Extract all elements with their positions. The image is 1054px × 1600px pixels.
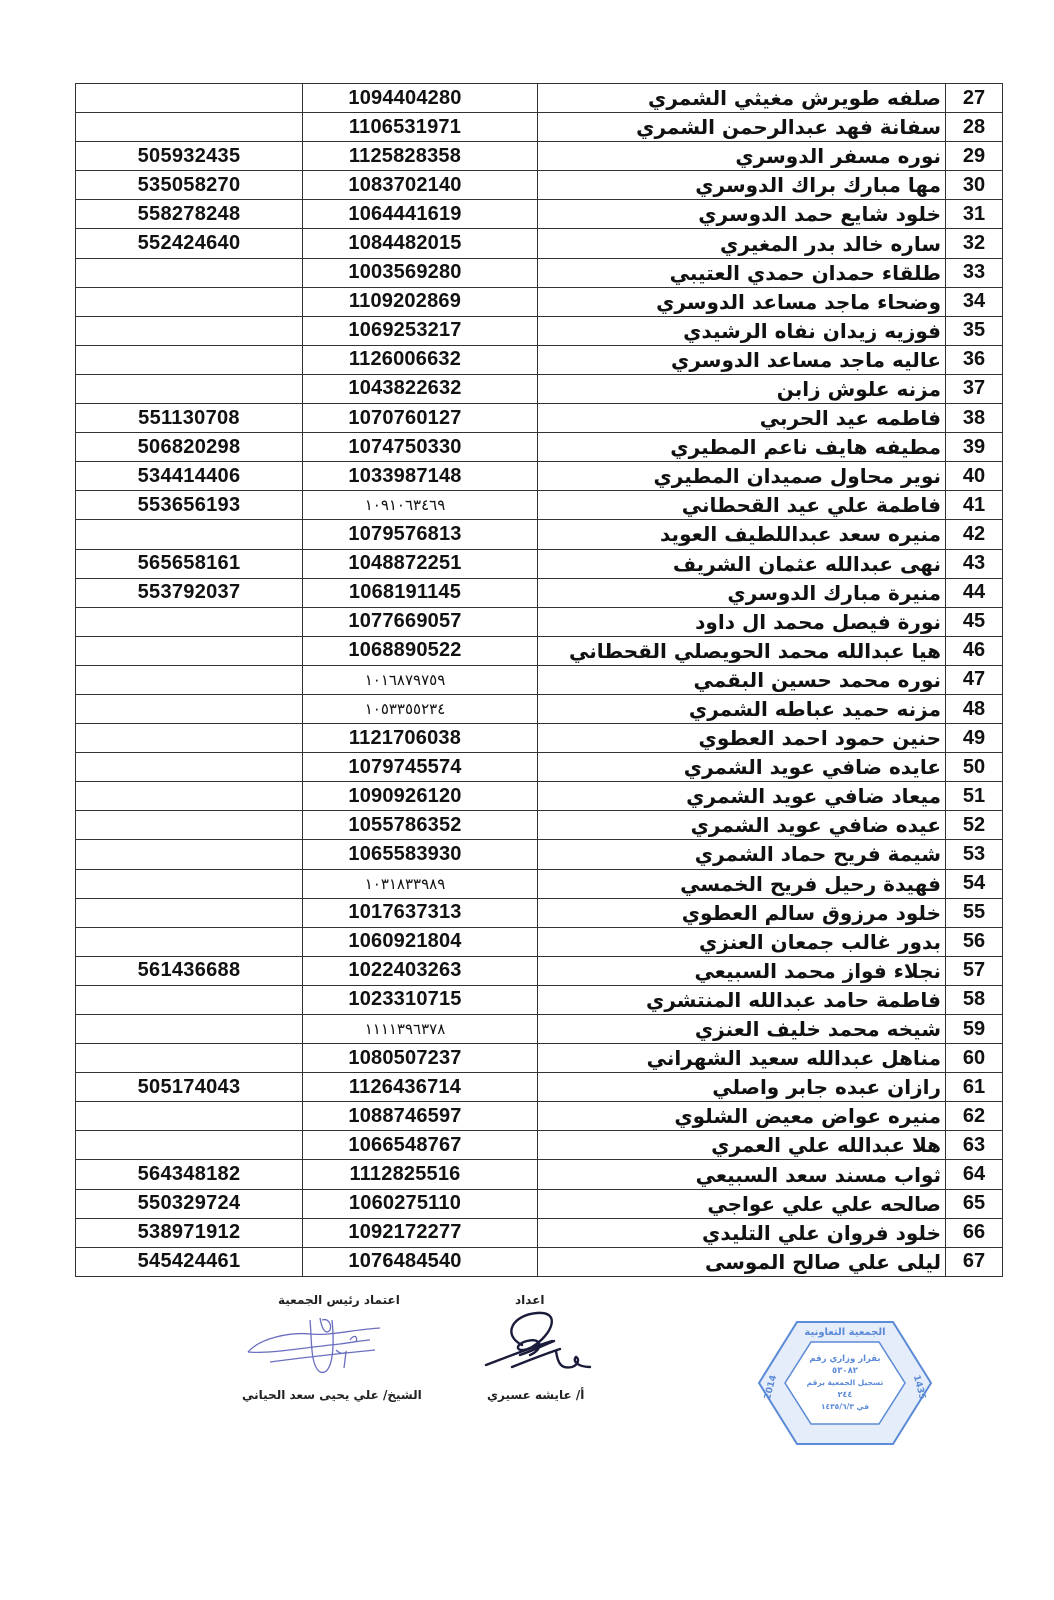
name-cell: صالحه علي علي عواجي [538, 1189, 946, 1218]
mobile-cell [76, 316, 303, 345]
mobile-cell: 564348182 [76, 1160, 303, 1189]
name-cell: بدور غالب جمعان العنزي [538, 927, 946, 956]
id-number-cell: 1003569280 [303, 258, 538, 287]
mobile-cell: 553792037 [76, 578, 303, 607]
row-number-cell: 30 [946, 171, 1003, 200]
name-cell: نوره محمد حسين البقمي [538, 665, 946, 694]
name-cell: منيره سعد عبداللطيف العويد [538, 520, 946, 549]
table-row [76, 607, 1003, 636]
name-cell: مزنه حميد عباطه الشمري [538, 694, 946, 723]
id-number-cell: 1023310715 [303, 985, 538, 1014]
prepared-title: اعداد [515, 1293, 545, 1307]
table-row [76, 316, 1003, 345]
table-row [76, 84, 1003, 113]
mobile-cell: 538971912 [76, 1218, 303, 1247]
table-row [76, 811, 1003, 840]
table-row [76, 345, 1003, 374]
stamp-year-right: 1435 [910, 1374, 928, 1401]
table-row [76, 694, 1003, 723]
mobile-cell [76, 782, 303, 811]
id-number-cell: 1074750330 [303, 433, 538, 462]
name-cell: منيرة مبارك الدوسري [538, 578, 946, 607]
id-number-cell: 1069253217 [303, 316, 538, 345]
name-cell: عاليه ماجد مساعد الدوسري [538, 345, 946, 374]
table-row [76, 404, 1003, 433]
table-row [76, 1131, 1003, 1160]
name-cell: مطيفه هايف ناعم المطيري [538, 433, 946, 462]
name-cell: شيخه محمد خليف العنزي [538, 1015, 946, 1044]
table-row [76, 1160, 1003, 1189]
id-number-cell: 1033987148 [303, 462, 538, 491]
row-number-cell: 42 [946, 520, 1003, 549]
mobile-cell: 550329724 [76, 1189, 303, 1218]
stamp-line-4: ٢٤٤ [837, 1390, 853, 1399]
mobile-cell [76, 753, 303, 782]
prepared-signer-name: أ/ عايشه عسيري [487, 1388, 585, 1402]
row-number-cell: 57 [946, 956, 1003, 985]
row-number-cell: 27 [946, 84, 1003, 113]
row-number-cell: 28 [946, 113, 1003, 142]
table-row [76, 1247, 1003, 1276]
name-cell: شيمة فريح حماد الشمري [538, 840, 946, 869]
row-number-cell: 37 [946, 374, 1003, 403]
table-row [76, 433, 1003, 462]
name-cell: حنين حمود احمد العطوي [538, 724, 946, 753]
mobile-cell: 534414406 [76, 462, 303, 491]
id-number-cell: 1084482015 [303, 229, 538, 258]
official-stamp [755, 1318, 935, 1448]
name-cell: فهيدة رحيل فريح الخمسي [538, 869, 946, 898]
name-cell: نجلاء فواز محمد السبيعي [538, 956, 946, 985]
name-cell: نوير محاول صميدان المطيري [538, 462, 946, 491]
row-number-cell: 35 [946, 316, 1003, 345]
mobile-cell: 505932435 [76, 142, 303, 171]
table-row [76, 258, 1003, 287]
row-number-cell: 43 [946, 549, 1003, 578]
mobile-cell: 535058270 [76, 171, 303, 200]
table-row [76, 636, 1003, 665]
table-row [76, 462, 1003, 491]
mobile-cell: 505174043 [76, 1073, 303, 1102]
row-number-cell: 36 [946, 345, 1003, 374]
row-number-cell: 67 [946, 1247, 1003, 1276]
row-number-cell: 58 [946, 985, 1003, 1014]
id-number-cell: 1094404280 [303, 84, 538, 113]
mobile-cell: 551130708 [76, 404, 303, 433]
table-row [76, 1044, 1003, 1073]
table-row [76, 287, 1003, 316]
row-number-cell: 50 [946, 753, 1003, 782]
id-number-cell: 1070760127 [303, 404, 538, 433]
id-number-cell: ١٠٥٣٣٥٥٢٣٤ [303, 694, 538, 723]
stamp-year-left: 2014 [762, 1374, 780, 1401]
id-number-cell: 1080507237 [303, 1044, 538, 1073]
mobile-cell [76, 636, 303, 665]
table-row [76, 113, 1003, 142]
id-number-cell: 1083702140 [303, 171, 538, 200]
name-cell: فاطمه عيد الحربي [538, 404, 946, 433]
mobile-cell [76, 869, 303, 898]
table-row [76, 869, 1003, 898]
id-number-cell: ١٠٩١٠٦٣٤٦٩ [303, 491, 538, 520]
mobile-cell: 561436688 [76, 956, 303, 985]
id-number-cell: 1064441619 [303, 200, 538, 229]
name-cell: رازان عبده جابر واصلي [538, 1073, 946, 1102]
name-cell: خلود شايع حمد الدوسري [538, 200, 946, 229]
mobile-cell [76, 113, 303, 142]
id-number-cell: ١١١١٣٩٦٣٧٨ [303, 1015, 538, 1044]
row-number-cell: 38 [946, 404, 1003, 433]
mobile-cell [76, 520, 303, 549]
mobile-cell [76, 345, 303, 374]
members-table [75, 83, 1003, 1277]
row-number-cell: 46 [946, 636, 1003, 665]
mobile-cell [76, 898, 303, 927]
name-cell: نهى عبدالله عثمان الشريف [538, 549, 946, 578]
table-row [76, 1015, 1003, 1044]
table-row [76, 1102, 1003, 1131]
table-row [76, 985, 1003, 1014]
table-row [76, 200, 1003, 229]
row-number-cell: 33 [946, 258, 1003, 287]
mobile-cell [76, 1015, 303, 1044]
stamp-line-5: في ١٤٣٥/٦/٣ [820, 1402, 870, 1411]
row-number-cell: 52 [946, 811, 1003, 840]
row-number-cell: 47 [946, 665, 1003, 694]
name-cell: مناهل عبدالله سعيد الشهراني [538, 1044, 946, 1073]
name-cell: وضحاء ماجد مساعد الدوسري [538, 287, 946, 316]
name-cell: سفانة فهد عبدالرحمن الشمري [538, 113, 946, 142]
id-number-cell: 1125828358 [303, 142, 538, 171]
table-row [76, 724, 1003, 753]
mobile-cell [76, 287, 303, 316]
table-row [76, 782, 1003, 811]
name-cell: منيره عواض معيض الشلوي [538, 1102, 946, 1131]
id-number-cell: 1060921804 [303, 927, 538, 956]
stamp-line-1: بقرار وزاري رقم [809, 1354, 881, 1364]
id-number-cell: 1022403263 [303, 956, 538, 985]
name-cell: فاطمة علي عيد القحطاني [538, 491, 946, 520]
table-row [76, 491, 1003, 520]
table-row [76, 229, 1003, 258]
id-number-cell: ١٠١٦٨٧٩٧٥٩ [303, 665, 538, 694]
id-number-cell: 1088746597 [303, 1102, 538, 1131]
stamp-line-3: تسجيل الجمعية برقم [806, 1378, 884, 1387]
mobile-cell [76, 724, 303, 753]
row-number-cell: 60 [946, 1044, 1003, 1073]
id-number-cell: 1126436714 [303, 1073, 538, 1102]
name-cell: مزنه علوش زابن [538, 374, 946, 403]
id-number-cell: 1112825516 [303, 1160, 538, 1189]
table-row [76, 1218, 1003, 1247]
table-row [76, 956, 1003, 985]
id-number-cell: 1066548767 [303, 1131, 538, 1160]
name-cell: عايده ضافي عويد الشمري [538, 753, 946, 782]
table-row [76, 549, 1003, 578]
id-number-cell: 1017637313 [303, 898, 538, 927]
id-number-cell: 1126006632 [303, 345, 538, 374]
table-row [76, 578, 1003, 607]
mobile-cell [76, 607, 303, 636]
mobile-cell [76, 258, 303, 287]
id-number-cell: 1121706038 [303, 724, 538, 753]
name-cell: هلا عبدالله علي العمري [538, 1131, 946, 1160]
table-row [76, 665, 1003, 694]
name-cell: ميعاد ضافي عويد الشمري [538, 782, 946, 811]
approval-signer-name: الشيخ/ علي يحيى سعد الحياني [242, 1388, 422, 1402]
table-row [76, 142, 1003, 171]
row-number-cell: 66 [946, 1218, 1003, 1247]
table-row [76, 898, 1003, 927]
row-number-cell: 63 [946, 1131, 1003, 1160]
mobile-cell [76, 811, 303, 840]
approval-signature-image [240, 1310, 390, 1380]
stamp-line-2: ٥٣٠٨٢ [832, 1366, 858, 1376]
id-number-cell: 1079745574 [303, 753, 538, 782]
row-number-cell: 59 [946, 1015, 1003, 1044]
id-number-cell: 1048872251 [303, 549, 538, 578]
table-row [76, 840, 1003, 869]
table-row [76, 171, 1003, 200]
name-cell: فاطمة حامد عبدالله المنتشري [538, 985, 946, 1014]
id-number-cell: 1060275110 [303, 1189, 538, 1218]
row-number-cell: 64 [946, 1160, 1003, 1189]
mobile-cell [76, 1131, 303, 1160]
mobile-cell [76, 927, 303, 956]
mobile-cell: 545424461 [76, 1247, 303, 1276]
row-number-cell: 51 [946, 782, 1003, 811]
id-number-cell: 1068890522 [303, 636, 538, 665]
id-number-cell: 1106531971 [303, 113, 538, 142]
mobile-cell: 552424640 [76, 229, 303, 258]
name-cell: صلفه طويرش مغيثي الشمري [538, 84, 946, 113]
mobile-cell [76, 1102, 303, 1131]
table-row [76, 1073, 1003, 1102]
prepared-signature-image [482, 1305, 597, 1380]
name-cell: ساره خالد بدر المغيري [538, 229, 946, 258]
table-row [76, 374, 1003, 403]
table-row [76, 1189, 1003, 1218]
mobile-cell: 553656193 [76, 491, 303, 520]
row-number-cell: 41 [946, 491, 1003, 520]
name-cell: نوره مسفر الدوسري [538, 142, 946, 171]
name-cell: ثواب مسند سعد السبيعي [538, 1160, 946, 1189]
mobile-cell [76, 985, 303, 1014]
name-cell: خلود مرزوق سالم العطوي [538, 898, 946, 927]
mobile-cell [76, 1044, 303, 1073]
id-number-cell: 1055786352 [303, 811, 538, 840]
mobile-cell [76, 694, 303, 723]
row-number-cell: 45 [946, 607, 1003, 636]
row-number-cell: 32 [946, 229, 1003, 258]
approval-title: اعتماد رئيس الجمعية [278, 1293, 400, 1307]
id-number-cell: 1065583930 [303, 840, 538, 869]
id-number-cell: 1076484540 [303, 1247, 538, 1276]
mobile-cell: 558278248 [76, 200, 303, 229]
mobile-cell: 565658161 [76, 549, 303, 578]
id-number-cell: 1109202869 [303, 287, 538, 316]
table-row [76, 520, 1003, 549]
row-number-cell: 34 [946, 287, 1003, 316]
name-cell: ليلى علي صالح الموسى [538, 1247, 946, 1276]
row-number-cell: 55 [946, 898, 1003, 927]
row-number-cell: 65 [946, 1189, 1003, 1218]
id-number-cell: 1077669057 [303, 607, 538, 636]
name-cell: نورة فيصل محمد ال داود [538, 607, 946, 636]
name-cell: فوزيه زيدان نفاه الرشيدي [538, 316, 946, 345]
id-number-cell: 1043822632 [303, 374, 538, 403]
row-number-cell: 31 [946, 200, 1003, 229]
mobile-cell [76, 665, 303, 694]
row-number-cell: 54 [946, 869, 1003, 898]
id-number-cell: ١٠٣١٨٣٣٩٨٩ [303, 869, 538, 898]
id-number-cell: 1092172277 [303, 1218, 538, 1247]
table-row [76, 927, 1003, 956]
row-number-cell: 39 [946, 433, 1003, 462]
row-number-cell: 29 [946, 142, 1003, 171]
row-number-cell: 56 [946, 927, 1003, 956]
mobile-cell [76, 840, 303, 869]
name-cell: طلقاء حمدان حمدي العتيبي [538, 258, 946, 287]
id-number-cell: 1068191145 [303, 578, 538, 607]
stamp-ring-text: الجمعية التعاونية [804, 1327, 886, 1338]
row-number-cell: 48 [946, 694, 1003, 723]
mobile-cell [76, 84, 303, 113]
id-number-cell: 1079576813 [303, 520, 538, 549]
id-number-cell: 1090926120 [303, 782, 538, 811]
row-number-cell: 49 [946, 724, 1003, 753]
members-table-body [76, 84, 1003, 1277]
name-cell: خلود فروان علي التليدي [538, 1218, 946, 1247]
name-cell: مها مبارك براك الدوسري [538, 171, 946, 200]
row-number-cell: 62 [946, 1102, 1003, 1131]
row-number-cell: 44 [946, 578, 1003, 607]
table-row [76, 753, 1003, 782]
name-cell: عيده ضافي عويد الشمري [538, 811, 946, 840]
name-cell: هيا عبدالله محمد الحويصلي القحطاني [538, 636, 946, 665]
row-number-cell: 61 [946, 1073, 1003, 1102]
mobile-cell [76, 374, 303, 403]
mobile-cell: 506820298 [76, 433, 303, 462]
row-number-cell: 40 [946, 462, 1003, 491]
row-number-cell: 53 [946, 840, 1003, 869]
